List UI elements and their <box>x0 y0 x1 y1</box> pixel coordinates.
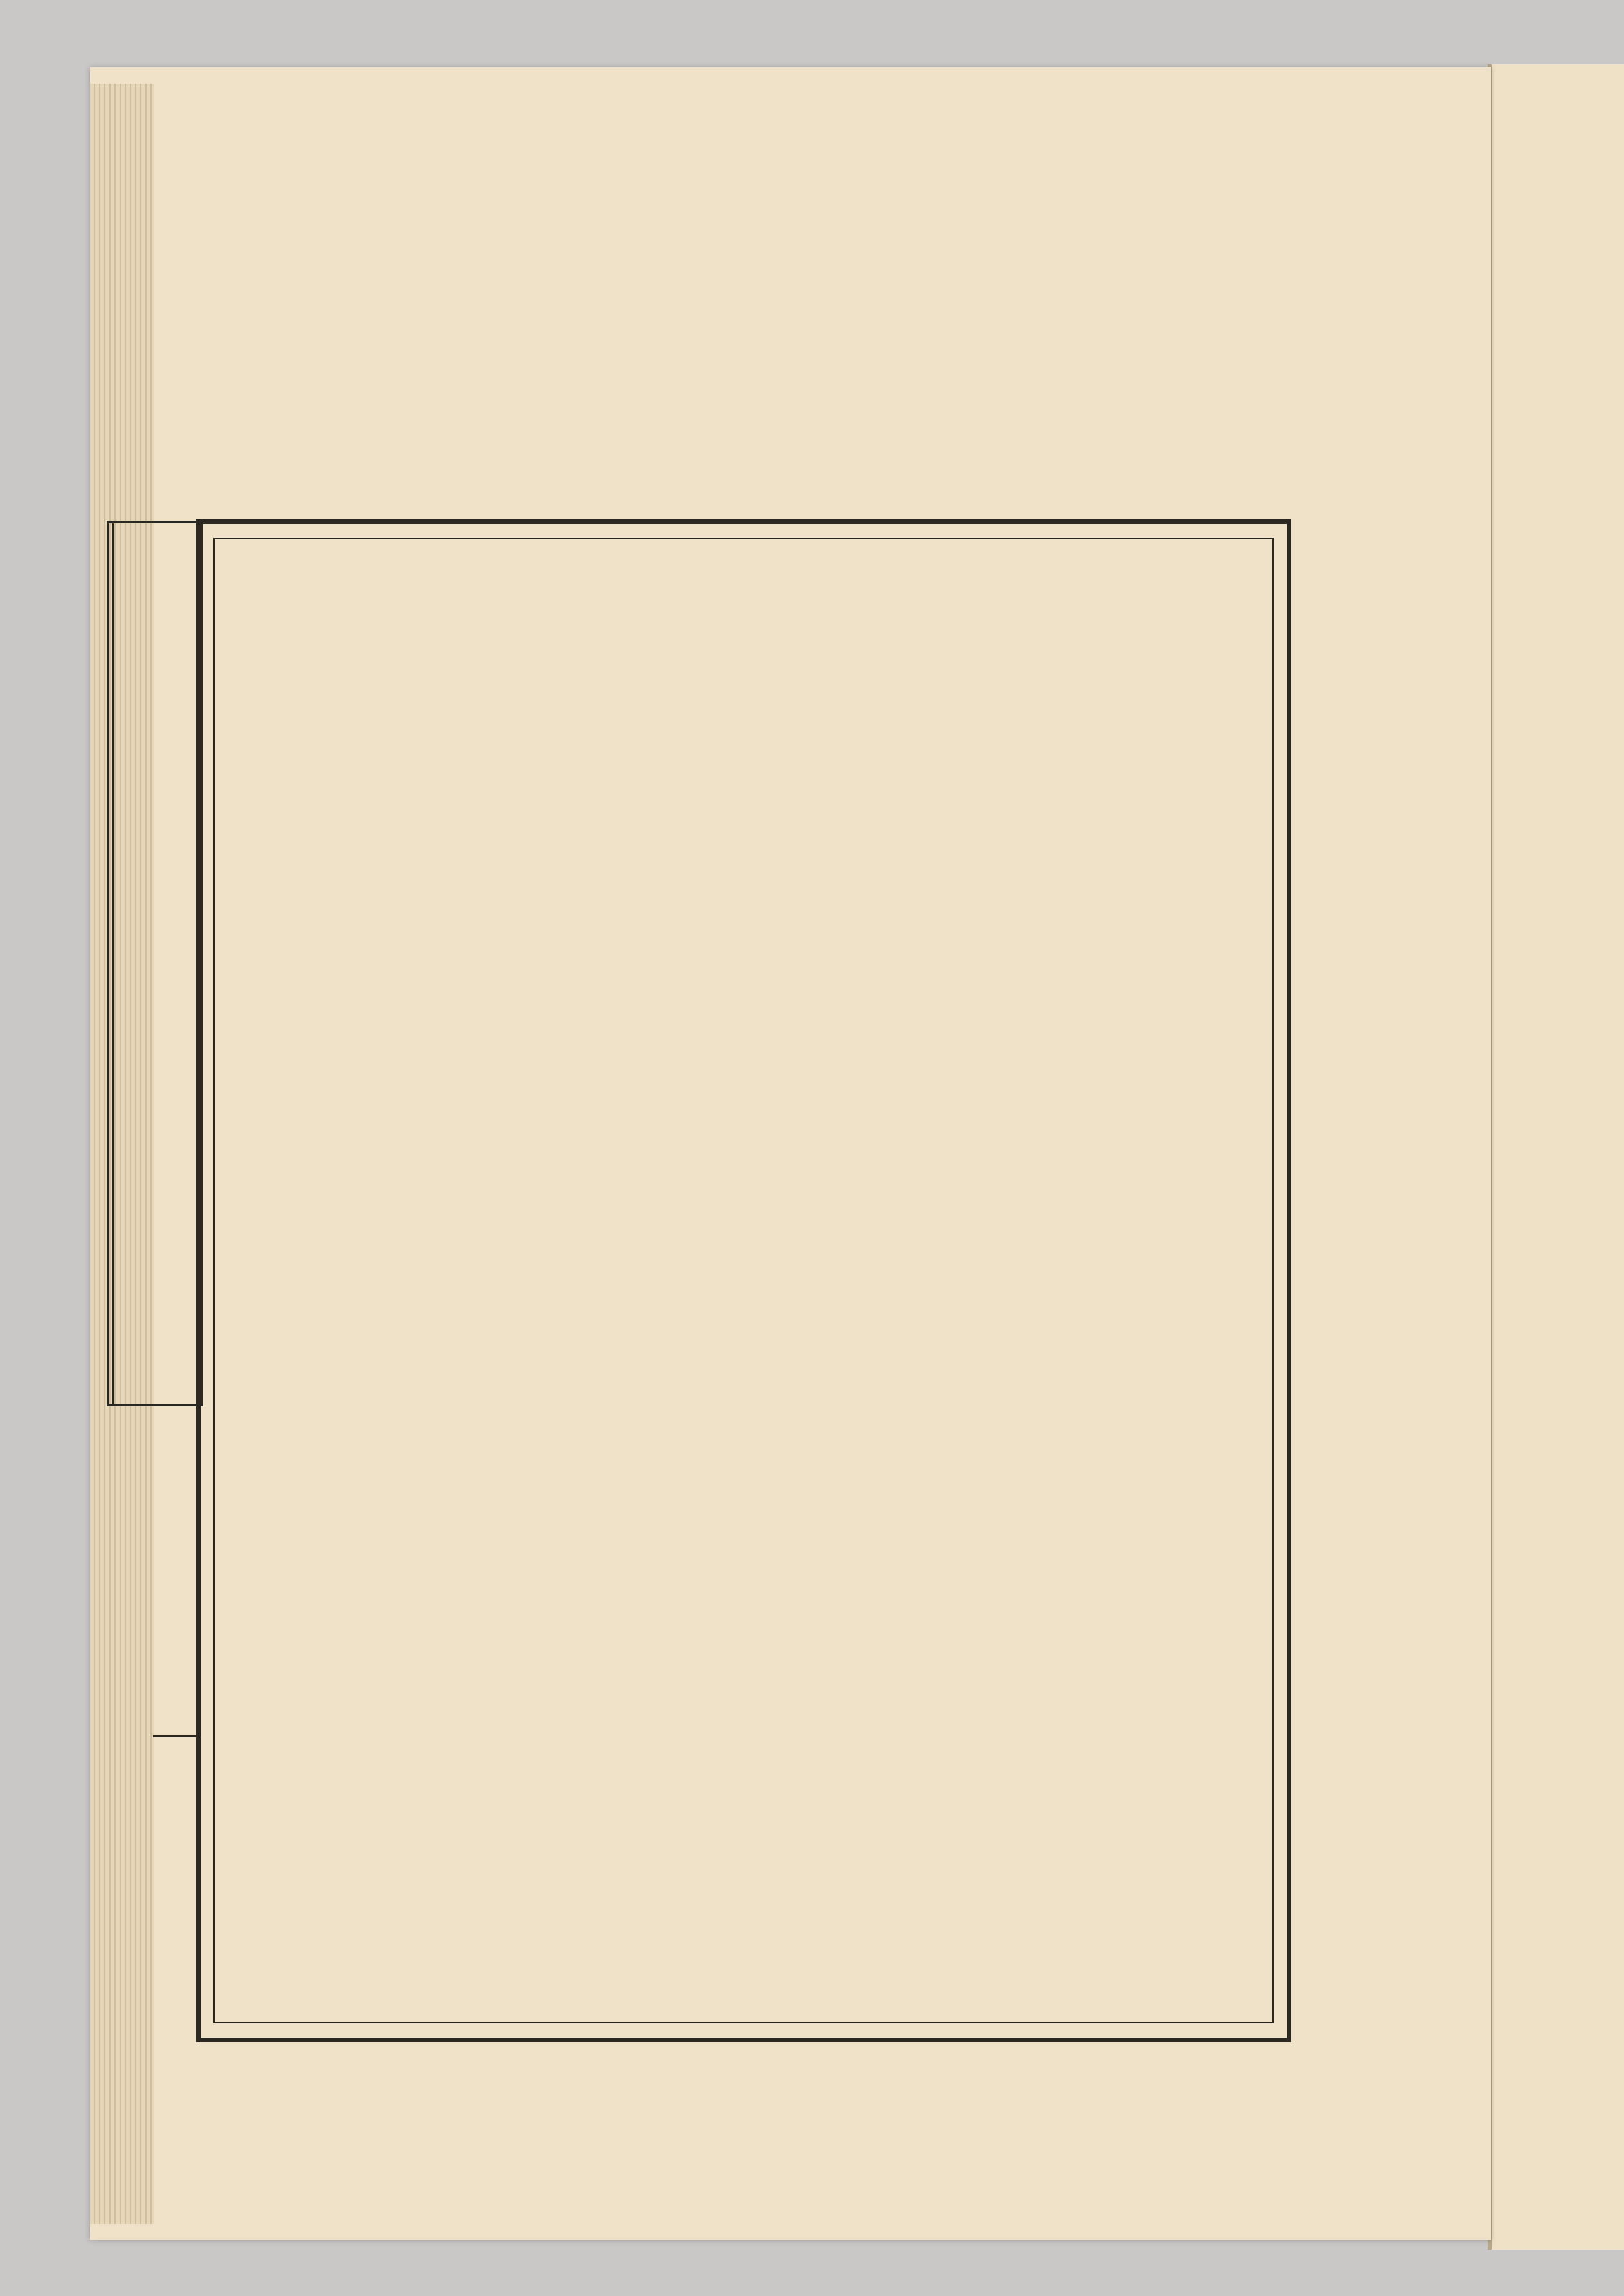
text-frame <box>196 519 1291 2042</box>
running-header <box>107 521 203 1406</box>
next-page-edge <box>1488 64 1624 2250</box>
